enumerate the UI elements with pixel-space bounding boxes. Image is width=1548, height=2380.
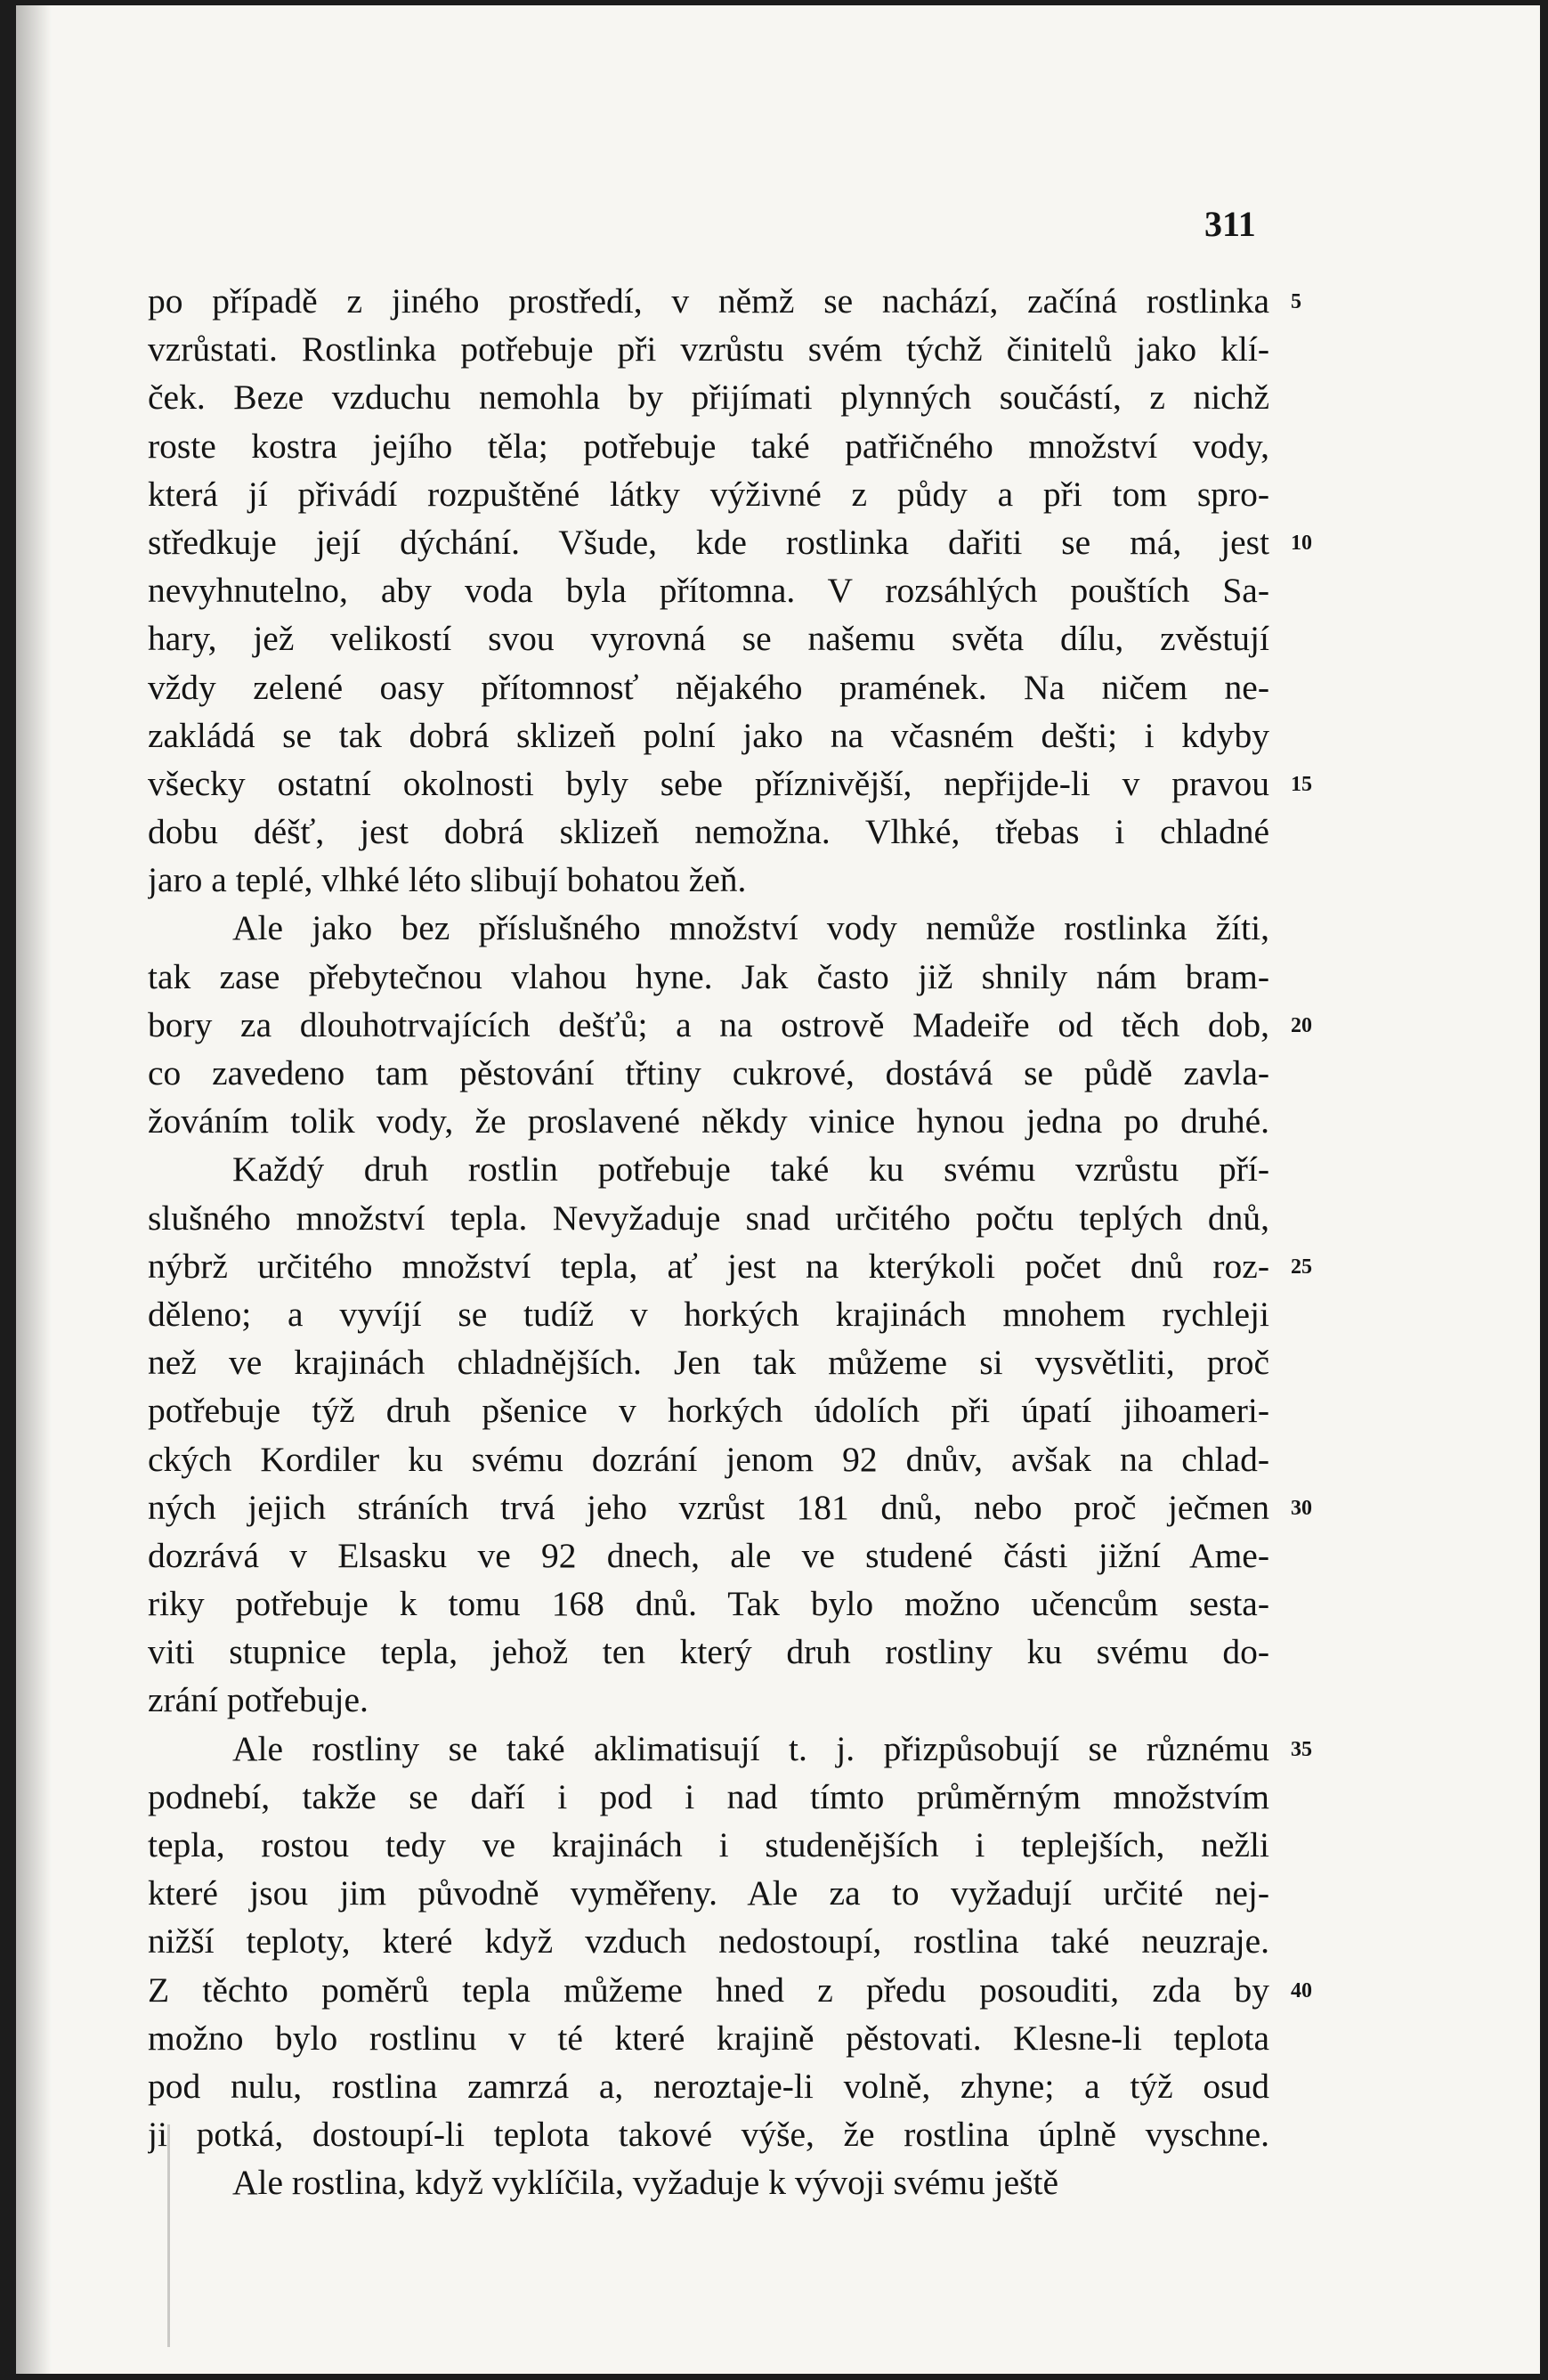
text-line-17: co zavedeno tam pěstování třtiny cukrové, dostává se půdě zavla- (148, 1053, 1269, 1093)
text-line-20: slušného množství tepla. Nevyžaduje snad určitého počtu teplých dnů, (148, 1198, 1269, 1238)
text-line-4: roste kostra jejího těla; potřebuje také patřičného množství vody, (148, 426, 1269, 466)
text-line-1: po případě z jiného prostředí, v němž se nachází, začíná rostlinka (148, 281, 1269, 321)
text-line-39: ji potká, dostoupí-li teplota takové výše, že rostlina úplně vyschne. (148, 2115, 1269, 2155)
text-line-10: zakládá se tak dobrá sklizeň polní jako na včasném dešti; i kdyby (148, 715, 1269, 755)
text-line-25: ckých Kordiler ku svému dozrání jenom 92 dnův, avšak na chlad- (148, 1439, 1269, 1479)
text-line-36: Z těchto poměrů tepla můžeme hned z předu posouditi, zda by (148, 1970, 1269, 2010)
text-line-5: která jí přivádí rozpuštěné látky výživné z půdy a při tom spro- (148, 474, 1269, 514)
margin-line-number-10: 10 (1291, 532, 1312, 555)
margin-line-number-30: 30 (1291, 1497, 1312, 1520)
text-line-14: Ale jako bez příslušného množství vody nemůže rostlinka žíti, (232, 908, 1269, 948)
margin-line-number-5: 5 (1291, 290, 1301, 313)
book-page (16, 5, 1540, 2374)
text-line-11: všecky ostatní okolnosti byly sebe příznivější, nepřijde-li v pravou (148, 763, 1269, 803)
text-line-8: hary, jež velikostí svou vyrovná se našemu světa dílu, zvěstují (148, 619, 1269, 659)
text-line-22: děleno; a vyvíjí se tudíž v horkých krajinách mnohem rychleji (148, 1294, 1269, 1334)
margin-line-number-40: 40 (1291, 1979, 1312, 2002)
text-line-23: než ve krajinách chladnějších. Jen tak můžeme si vysvětliti, proč (148, 1343, 1269, 1383)
margin-line-number-15: 15 (1291, 773, 1312, 796)
margin-line-number-25: 25 (1291, 1255, 1312, 1279)
text-line-15: tak zase přebytečnou vlahou hyne. Jak často již shnily nám bram- (148, 956, 1269, 996)
text-line-13: jaro a teplé, vlhké léto slibují bohatou žeň. (148, 860, 747, 900)
text-line-12: dobu déšť, jest dobrá sklizeň nemožna. Vlhké, třebas i chladné (148, 812, 1269, 852)
text-line-30: zrání potřebuje. (148, 1680, 369, 1720)
text-line-33: tepla, rostou tedy ve krajinách i studenějších i teplejších, nežli (148, 1825, 1269, 1864)
text-line-6: středkuje její dýchání. Všude, kde rostlinka dařiti se má, jest (148, 522, 1269, 562)
text-line-35: nižší teploty, které když vzduch nedostoupí, rostlina také neuzraje. (148, 1921, 1269, 1962)
text-line-37: možno bylo rostlinu v té které krajině pěstovati. Klesne-li teplota (148, 2018, 1269, 2058)
text-line-28: riky potřebuje k tomu 168 dnů. Tak bylo možno učencům sesta- (148, 1584, 1269, 1624)
text-line-38: pod nulu, rostlina zamrzá a, neroztaje-li volně, zhyne; a týž osud (148, 2066, 1269, 2106)
text-line-3: ček. Beze vzduchu nemohla by přijímati plynných součástí, z nichž (148, 378, 1269, 418)
text-line-31: Ale rostliny se také aklimatisují t. j. přizpůsobují se různému (232, 1728, 1269, 1768)
text-line-16: bory za dlouhotrvajících dešťů; a na ostrově Madeiře od těch dob, (148, 1004, 1269, 1044)
text-line-26: ných jejich stráních trvá jeho vzrůst 181 dnů, nebo proč ječmen (148, 1487, 1269, 1527)
text-line-34: které jsou jim původně vyměřeny. Ale za to vyžadují určité nej- (148, 1873, 1269, 1913)
text-line-27: dozrává v Elsasku ve 92 dnech, ale ve studené části jižní Ame- (148, 1535, 1269, 1575)
text-line-24: potřebuje týž druh pšenice v horkých údolích při úpatí jihoameri- (148, 1391, 1269, 1431)
text-line-21: nýbrž určitého množství tepla, ať jest na kterýkoli počet dnů roz- (148, 1246, 1269, 1286)
text-line-32: podnebí, takže se daří i pod i nad tímto průměrným množstvím (148, 1776, 1269, 1816)
text-line-9: vždy zelené oasy přítomnosť nějakého pramének. Na ničem ne- (148, 667, 1269, 707)
body-text (148, 277, 1269, 2207)
text-line-7: nevyhnutelno, aby voda byla přítomna. V rozsáhlých pouštích Sa- (148, 571, 1269, 611)
margin-line-number-35: 35 (1291, 1738, 1312, 1761)
text-line-18: žováním tolik vody, že proslavené někdy vinice hynou jedna po druhé. (148, 1101, 1269, 1141)
gutter-shadow (16, 5, 52, 2374)
page-crease (167, 2124, 170, 2347)
text-line-40: Ale rostlina, když vyklíčila, vyžaduje k vývoji svému ještě (232, 2163, 1059, 2203)
text-line-2: vzrůstati. Rostlinka potřebuje při vzrůstu svém týchž činitelů jako klí- (148, 329, 1269, 370)
margin-line-number-20: 20 (1291, 1014, 1312, 1037)
text-line-29: viti stupnice tepla, jehož ten který druh rostliny ku svému do- (148, 1632, 1269, 1672)
text-line-19: Každý druh rostlin potřebuje také ku svému vzrůstu pří- (232, 1149, 1269, 1190)
page-number: 311 (1204, 204, 1256, 244)
